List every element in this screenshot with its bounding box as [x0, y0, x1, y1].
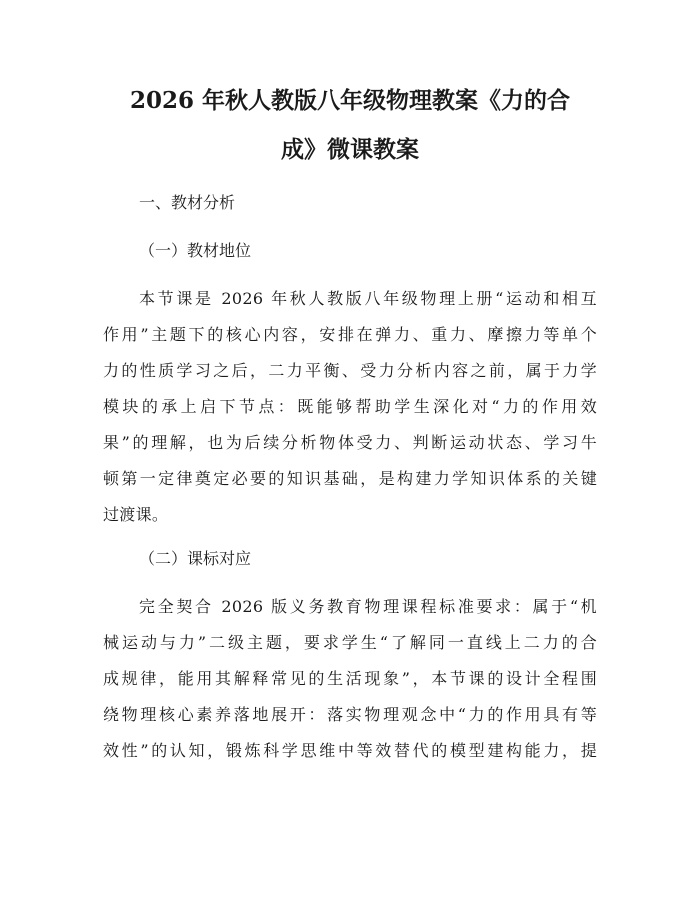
paragraph-line: 械运动与力”二级主题，要求学生“了解同一直线上二力的合: [103, 633, 597, 652]
paragraph-line: 顿第一定律奠定必要的知识基础，是构建力学知识体系的关键: [103, 469, 597, 488]
paragraph-line: 本节课是 2026 年秋人教版八年级物理上册“运动和相互: [139, 289, 597, 308]
paragraph-line: 作用”主题下的核心内容，安排在弹力、重力、摩擦力等单个: [103, 325, 597, 344]
paragraph-line: 果”的理解，也为后续分析物体受力、判断运动状态、学习牛: [103, 433, 597, 452]
paragraph-line: 力的性质学习之后，二力平衡、受力分析内容之前，属于力学: [103, 361, 597, 380]
subsection-heading-curriculum-standard: （二）课标对应: [139, 549, 252, 568]
paragraph-line: 模块的承上启下节点：既能够帮助学生深化对“力的作用效: [103, 397, 597, 416]
paragraph-line: 过渡课。: [103, 505, 169, 524]
section-heading-textbook-analysis: 一、教材分析: [139, 193, 236, 212]
paragraph-line: 完全契合 2026 版义务教育物理课程标准要求：属于“机: [139, 597, 597, 616]
subsection-heading-textbook-position: （一）教材地位: [139, 241, 252, 260]
document-title-line-1: 2026 年秋人教版八年级物理教案《力的合: [129, 87, 571, 114]
paragraph-line: 效性”的认知，锻炼科学思维中等效替代的模型建构能力，提: [103, 741, 597, 760]
paragraph-line: 绕物理核心素养落地展开：落实物理观念中“力的作用具有等: [103, 705, 597, 724]
document-title-line-2: 成》微课教案: [281, 136, 419, 163]
paragraph-line: 成规律，能用其解释常见的生活现象”，本节课的设计全程围: [103, 669, 597, 688]
